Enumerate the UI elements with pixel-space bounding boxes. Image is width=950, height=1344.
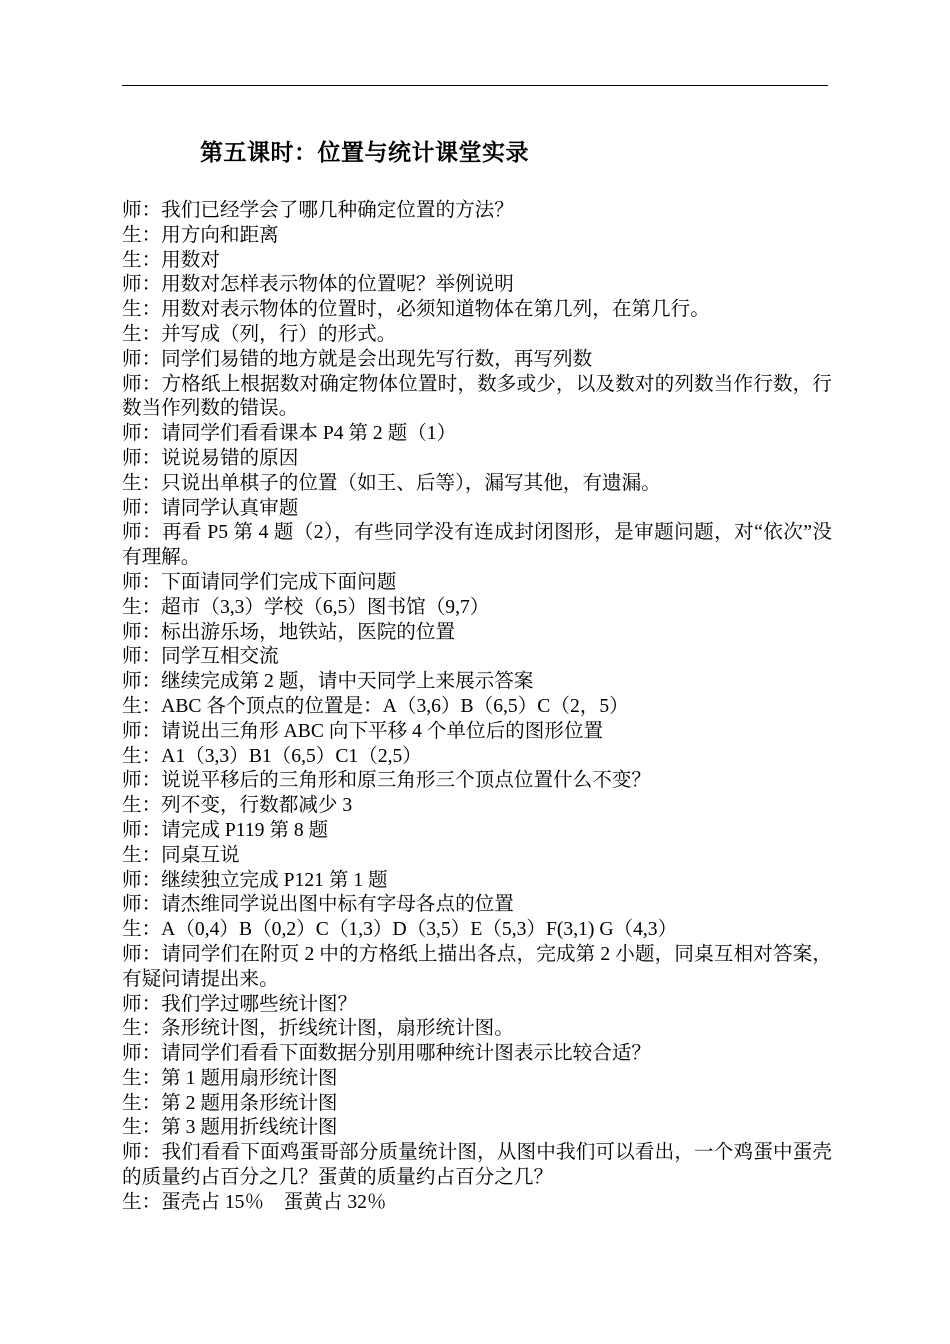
dialogue-line: 生：只说出单棋子的位置（如王、后等），漏写其他，有遗漏。	[122, 472, 661, 494]
dialogue-line: 师：用数对怎样表示物体的位置呢？举例说明	[122, 274, 514, 296]
header-rule	[122, 85, 828, 86]
dialogue-line: 师：请同学认真审题	[122, 497, 299, 519]
dialogue-line: 生：ABC 各个顶点的位置是：A（3,6）B（6,5）C（2，5）	[122, 695, 629, 717]
dialogue-line: 师：方格纸上根据数对确定物体位置时，数多或少，以及数对的列数当作行数，行数当作列数的错误。	[122, 373, 832, 420]
document-title: 第五课时：位置与统计课堂实录	[200, 139, 529, 166]
dialogue-line: 生：A1（3,3）B1（6,5）C1（2,5）	[122, 745, 422, 767]
dialogue-line: 师：我们已经学会了哪几种确定位置的方法？	[122, 200, 514, 221]
dialogue-line: 师：请完成 P119 第 8 题	[122, 819, 329, 841]
dialogue-line: 师：请杰维同学说出图中标有字母各点的位置	[122, 894, 514, 916]
document-body	[122, 199, 832, 1216]
dialogue-line: 生：用方向和距离	[122, 224, 279, 246]
dialogue-line: 师：下面请同学们完成下面问题	[122, 571, 397, 593]
dialogue-line: 师：请同学们看看课本 P4 第 2 题（1）	[122, 423, 457, 445]
dialogue-line: 生：列不变，行数都减少 3	[122, 795, 353, 817]
dialogue-line: 师：请同学们看看下面数据分别用哪种统计图表示比较合适？	[122, 1043, 652, 1065]
dialogue-line: 生：条形统计图，折线统计图，扇形统计图。	[122, 1018, 514, 1040]
dialogue-line: 生：用数对	[122, 249, 220, 271]
dialogue-line: 师：同学们易错的地方就是会出现先写行数，再写列数	[122, 348, 593, 370]
dialogue-line: 生：第 3 题用折线统计图	[122, 1117, 338, 1139]
dialogue-line: 生：蛋壳占 15％ 蛋黄占 32％	[122, 1191, 387, 1213]
dialogue-line: 师：再看 P5 第 4 题（2），有些同学没有连成封闭图形，是审题问题，对“依次”没有理解。	[122, 522, 832, 569]
dialogue-line: 生：并写成（列，行）的形式。	[122, 323, 397, 345]
dialogue-line: 师：我们学过哪些统计图？	[122, 993, 358, 1015]
dialogue-line: 生：第 1 题用扇形统计图	[122, 1067, 338, 1089]
dialogue-line: 师：请同学们在附页 2 中的方格纸上描出各点，完成第 2 小题，同桌互相对答案，有疑问请提出来。	[122, 943, 832, 990]
dialogue-line: 师：请说出三角形 ABC 向下平移 4 个单位后的图形位置	[122, 720, 604, 742]
dialogue-line: 生：同桌互说	[122, 844, 240, 866]
dialogue-line: 师：同学互相交流	[122, 646, 279, 668]
dialogue-line: 师：继续完成第 2 题，请中天同学上来展示答案	[122, 671, 534, 693]
dialogue-line: 师：标出游乐场，地铁站，医院的位置	[122, 621, 456, 643]
dialogue-line: 师：说说平移后的三角形和原三角形三个顶点位置什么不变？	[122, 770, 652, 792]
dialogue-line: 生：A（0,4）B（0,2）C（1,3）D（3,5）E（5,3）F(3,1) G（4,3）	[122, 919, 678, 941]
dialogue-line: 师：我们看看下面鸡蛋哥部分质量统计图，从图中我们可以看出，一个鸡蛋中蛋壳的质量约占百分之几？蛋黄的质量约占百分之几？	[122, 1142, 832, 1189]
dialogue-line: 师：继续独立完成 P121 第 1 题	[122, 869, 388, 891]
dialogue-line: 师：说说易错的原因	[122, 447, 299, 469]
dialogue-line: 生：用数对表示物体的位置时，必须知道物体在第几列，在第几行。	[122, 299, 710, 321]
dialogue-line: 生：第 2 题用条形统计图	[122, 1092, 338, 1114]
dialogue-line: 生：超市（3,3）学校（6,5）图书馆（9,7）	[122, 596, 490, 618]
